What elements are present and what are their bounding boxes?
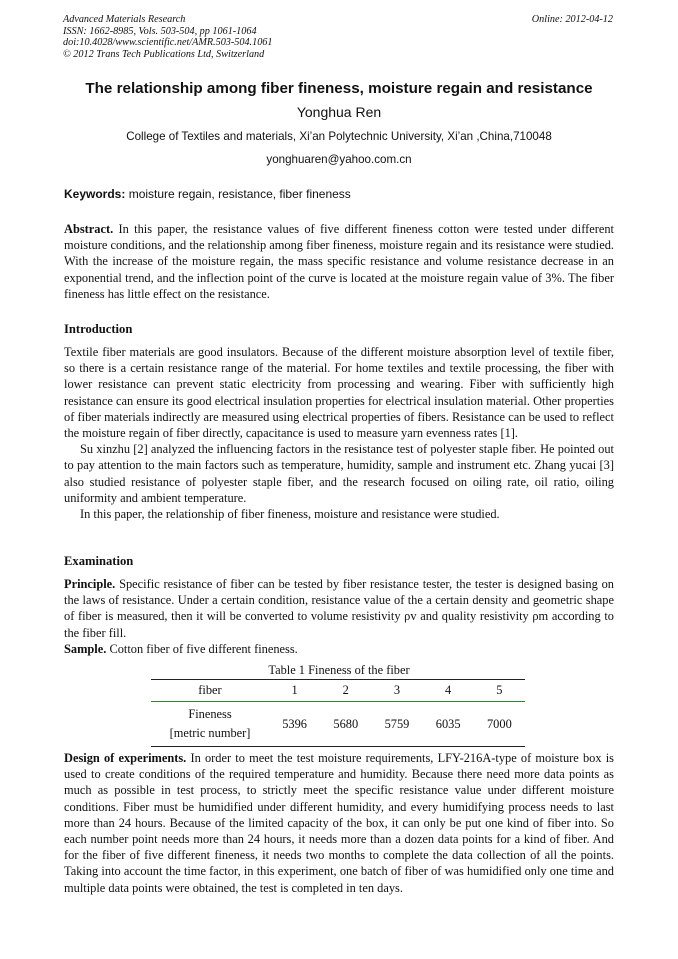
examination-body [64, 576, 614, 657]
table-header-row [151, 680, 525, 702]
introduction-heading: Introduction [64, 322, 133, 336]
table-cell: 5680 [320, 702, 371, 747]
author-name: Yonghua Ren [296, 104, 382, 120]
affiliation: College of Textiles and materials, Xi’an Polytechnic University, Xi’an ,China,710048 [126, 130, 552, 143]
abstract-label: Abstract. [64, 222, 114, 236]
journal-name: Advanced Materials Research [63, 14, 186, 25]
row-label-line-2: [metric number] [169, 726, 251, 740]
keywords-text: moisture regain, resistance, fiber fineness [128, 187, 351, 201]
abstract [64, 221, 614, 302]
examination-heading: Examination [64, 554, 134, 568]
principle-text: Specific resistance of fiber can be tested by fiber resistance tester, the tester is designed basing on the laws of resistance. Under a certain condition, resistance value of the a certain density and geometric shape of fiber is measured, then it will be converted to volume resistivity ρv and quality resistivity ρm according to the fiber fill. [64, 577, 614, 640]
table-cell: 5759 [371, 702, 422, 747]
table-cell: 6035 [423, 702, 474, 747]
fineness-table [151, 679, 525, 747]
abstract-text: In this paper, the resistance values of five different fineness cotton were tested under different moisture conditions, and the relationship among fiber fineness, moisture regain and its resistance were studied. With the increase of the moisture regain, the mass specific resistance and volume resistance decrease in an exponential trend, and the inflection point of the curve is located at the moisture regain value of 3%. The fiber fineness has little effect on the resistance. [64, 222, 614, 301]
table-header-cell: fiber [151, 680, 269, 702]
table-cell: 7000 [474, 702, 525, 747]
paper-title: The relationship among fiber fineness, moisture regain and resistance [85, 80, 593, 97]
table-header-cell: 1 [269, 680, 320, 702]
row-label-line-1: Fineness [188, 707, 232, 721]
table-cell: 5396 [269, 702, 320, 747]
table-header-cell: 4 [423, 680, 474, 702]
intro-paragraph-1: Textile fiber materials are good insulators. Because of the different moisture absorption level of textile fiber, so there is a certain resistance range of the material. For home textiles and textile processing, the fiber with lower resistance can prevent static electricity from processing and wearing. Fiber with sufficiently high resistance can ensure its good electrical insulation properties for electrical insulation material. Other properties of fiber materials indirectly are measured using electrical properties of fibers. Resistance can be used to reflect the moisture regain of fiber directly, capacitance is used to measure yarn evenness rates [1]. [64, 345, 614, 441]
table-header-cell: 5 [474, 680, 525, 702]
keywords [64, 187, 351, 201]
journal-header [63, 14, 272, 60]
doi-line: doi:10.4028/www.scientific.net/AMR.503-504.1061 [63, 37, 273, 49]
sample-text: Cotton fiber of five different fineness. [109, 641, 298, 656]
table-header-cell: 2 [320, 680, 371, 702]
intro-paragraph-3: In this paper, the relationship of fiber fineness, moisture and resistance were studied. [80, 507, 500, 522]
introduction-body [64, 344, 614, 522]
online-date: Online: 2012-04-12 [531, 14, 613, 25]
author-email: yonghuaren@yahoo.com.cn [266, 153, 412, 166]
sample-label: Sample. [64, 641, 107, 656]
issn-line: ISSN: 1662-8985, Vols. 503-504, pp 1061-1064 [63, 25, 257, 37]
keywords-label: Keywords: [64, 187, 126, 201]
row-label [151, 702, 269, 747]
design-text: In order to meet the test moisture requirements, LFY-216A-type of moisture box is used to create conditions of the required temperature and humidity. Because there need more data points as much as possible in test process, to strictly meet the specific resistance value under different moisture conditions. Fiber must be humidified under different humidity, and every humidifying process needs to last more than 24 hours. Because of the limited capacity of the box, it can only be put one kind of fiber into. So each number point needs more than 24 hours, it needs more than a dozen data points for a kind of fiber. And for the fiber of five different fineness, it needs two months to complete the data collection of all the points. Taking into account the time factor, in this experiment, one batch of fiber of was humidified only one time and multiple data points were obtained, the test is completed in ten days. [64, 751, 614, 895]
copyright-line: © 2012 Trans Tech Publications Ltd, Switzerland [63, 48, 265, 60]
intro-paragraph-2: Su xinzhu [2] analyzed the influencing factors in the resistance test of polyester staple fiber. He pointed out to pay attention to the main factors such as temperature, humidity, sample and instrument etc. Zhang yucai [3] also studied resistance of polyester staple fiber, and the research focused on oiling rate, oil ratio, oiling uniformity and ambient temperature. [64, 442, 614, 505]
table-header-cell: 3 [371, 680, 422, 702]
table-1-caption: Table 1 Fineness of the fiber [268, 663, 410, 677]
design-label: Design of experiments. [64, 751, 187, 765]
principle-label: Principle. [64, 577, 116, 591]
design-of-experiments [64, 750, 614, 896]
table-row [151, 702, 525, 747]
